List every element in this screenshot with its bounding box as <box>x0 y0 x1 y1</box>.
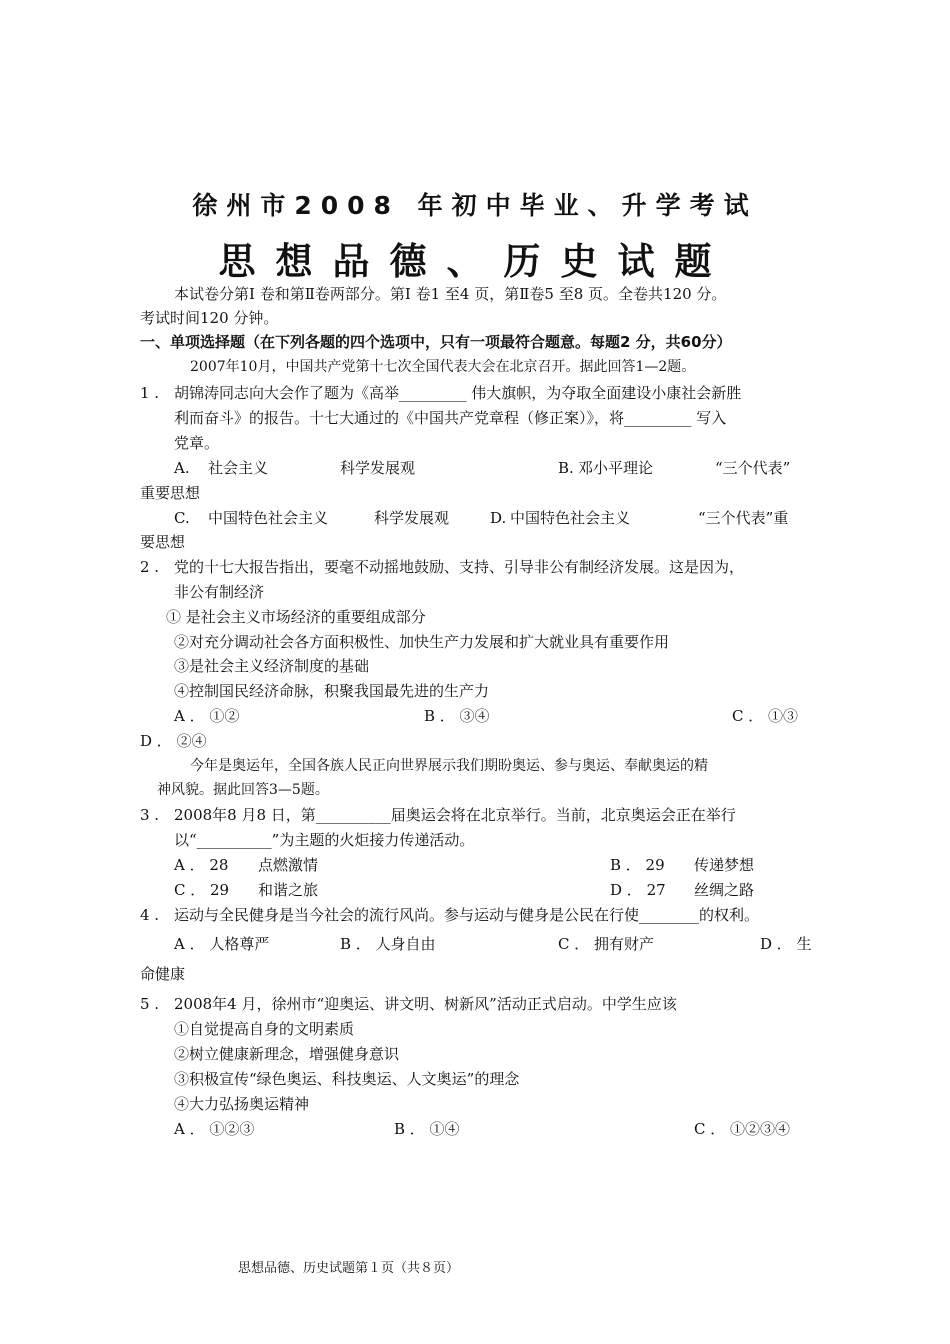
statement-item: ④大力弘扬奥运精神 <box>174 1095 310 1113</box>
option-c: C ． ①③ <box>732 707 799 725</box>
option-d: D ． ②④ <box>140 732 207 750</box>
option-d-label: D ． 27 <box>610 881 666 899</box>
intro-line-2: 考试时间120 分钟。 <box>140 309 279 327</box>
exam-subject-title: 思想品德、历史试题 <box>218 240 732 283</box>
option-a-text: 科学发展观 <box>340 459 416 477</box>
option-b-label: B. <box>558 459 574 477</box>
page-footer: 思想品德、历史试题第１页（共８页） <box>238 1261 460 1276</box>
intro-line-1: 本试卷分第Ⅰ 卷和第Ⅱ卷两部分。第Ⅰ 卷1 至4 页，第Ⅱ卷5 至8 页。全卷共120 分。 <box>174 285 727 303</box>
option-c: C ． ①②③④ <box>694 1120 791 1138</box>
option-d-text: 要思想 <box>140 533 186 551</box>
option-d-text: 中国特色社会主义 <box>510 509 631 527</box>
question-text: 以“__________”为主题的火炬接力传递活动。 <box>174 831 475 849</box>
passage-2: 神风貌。据此回答3—5题。 <box>157 782 329 798</box>
option-d-text: 命健康 <box>140 965 186 983</box>
option-c-text: 和谐之旅 <box>258 881 319 899</box>
section-heading: 一、单项选择题（在下列各题的四个选项中，只有一项最符合题意。每题2 分，共60分） <box>140 333 732 351</box>
option-a-label: A. <box>174 459 190 477</box>
option-a: A ． ①② <box>174 707 240 725</box>
option-b: B ． ③④ <box>424 707 490 725</box>
option-a-label: A ． 28 <box>174 856 229 874</box>
option-a: A ． ①②③ <box>174 1120 255 1138</box>
option-b-label: B ． 29 <box>610 856 665 874</box>
option-b-text: 重要思想 <box>140 484 201 502</box>
option-c-text: 科学发展观 <box>374 509 450 527</box>
passage-2: 今年是奥运年，全国各族人民正向世界展示我们期盼奥运、参与奥运、奉献奥运的精 <box>190 758 708 774</box>
question-number: 3 . <box>140 806 160 824</box>
option-b-text: 传递梦想 <box>694 856 755 874</box>
statement-item: ③积极宣传“绿色奥运、科技奥运、人文奥运”的理念 <box>174 1070 520 1088</box>
question-text: 运动与全民健身是当今社会的流行风尚。参与运动与健身是公民在行使________的权利。 <box>174 906 760 924</box>
option-b: B ． ①④ <box>394 1120 460 1138</box>
question-text: 胡锦涛同志向大会作了题为《高举_________ 伟大旗帜，为夺取全面建设小康社会新胜 <box>174 384 742 402</box>
question-number: 5 . <box>140 995 160 1013</box>
passage-1: 2007年10月，中国共产党第十七次全国代表大会在北京召开。据此回答1—2题。 <box>190 359 696 375</box>
option-c-label: C. <box>174 509 190 527</box>
option-c-text: 中国特色社会主义 <box>208 509 329 527</box>
statement-item: ①自觉提高自身的文明素质 <box>174 1020 355 1038</box>
question-text: 利而奋斗》的报告。十七大通过的《中国共产党章程（修正案）》，将_________ 写入 <box>174 409 727 427</box>
option-d: D ． 生 <box>760 935 812 953</box>
statement-item: ②树立健康新理念，增强健身意识 <box>174 1045 400 1063</box>
option-a-text: 点燃激情 <box>258 856 319 874</box>
option-a: A ． 人格尊严 <box>174 935 270 953</box>
question-number: 4 . <box>140 906 160 924</box>
statement-item: ②对充分调动社会各方面积极性、加快生产力发展和扩大就业具有重要作用 <box>174 633 670 651</box>
question-number: 2 . <box>140 558 160 576</box>
option-d-text: “三个代表”重 <box>698 509 789 527</box>
option-b-text: 邓小平理论 <box>578 459 654 477</box>
option-b-text: “三个代表” <box>715 459 791 477</box>
statement-item: ① 是社会主义市场经济的重要组成部分 <box>166 608 426 626</box>
option-c-label: C ． 29 <box>174 881 230 899</box>
option-a-text: 社会主义 <box>208 459 269 477</box>
option-d-label: D. <box>490 509 507 527</box>
question-text: 2008年4 月，徐州市“迎奥运、讲文明、树新风”活动正式启动。中学生应该 <box>174 995 677 1013</box>
question-number: 1 . <box>140 384 160 402</box>
statement-item: ④控制国民经济命脉，积聚我国最先进的生产力 <box>174 682 490 700</box>
question-text: 党的十七大报告指出，要毫不动摇地鼓励、支持、引导非公有制经济发展。这是因为， <box>174 558 745 576</box>
option-b: B ． 人身自由 <box>340 935 436 953</box>
exam-title: 徐州市2008 年初中毕业、升学考试 <box>192 191 758 220</box>
option-c: C ． 拥有财产 <box>558 935 655 953</box>
question-text: 2008年8 月8 日，第__________届奥运会将在北京举行。当前，北京奥运会正在举行 <box>174 806 736 824</box>
question-text: 党章。 <box>174 434 220 452</box>
question-text: 非公有制经济 <box>174 583 265 601</box>
option-d-text: 丝绸之路 <box>694 881 755 899</box>
statement-item: ③是社会主义经济制度的基础 <box>174 657 370 675</box>
